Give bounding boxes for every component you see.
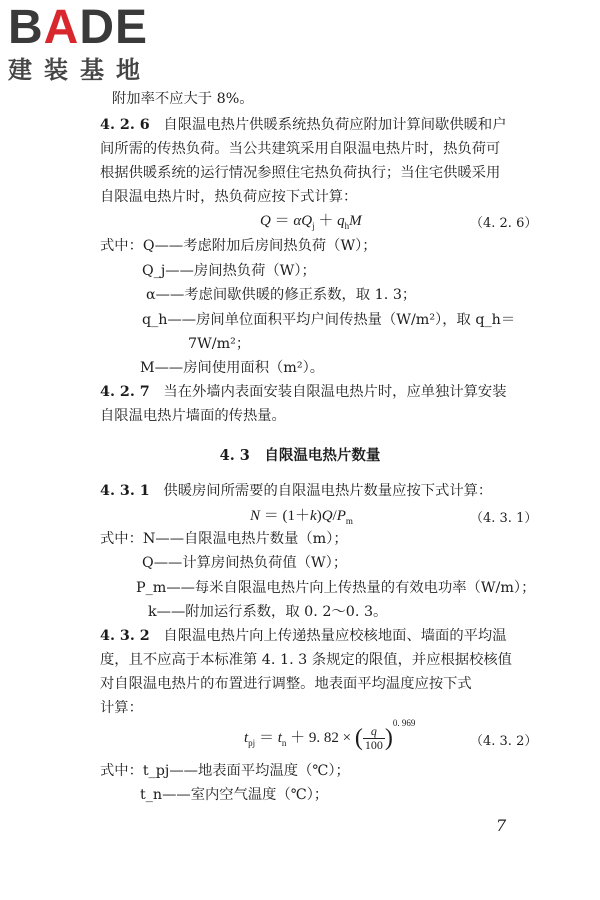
eq-symbol: Q <box>301 213 313 229</box>
logo-letter: B <box>8 1 44 54</box>
text-line: 自限温电热片供暖系统热负荷应附加计算间歇供暖和户 <box>163 117 507 133</box>
equation-number: （4. 2. 6） <box>470 216 538 231</box>
fraction-numerator: q <box>363 725 385 739</box>
eq-operator: ＝ <box>263 508 279 524</box>
eq-symbol: P <box>336 508 346 524</box>
brand-logo-cn: 建装基地 <box>8 56 152 84</box>
eq-operator: ＝ <box>258 730 274 746</box>
definition-line: 式中：N——自限温电热片数量（m）； <box>100 531 348 547</box>
eq-fraction <box>363 725 385 752</box>
eq-symbol: k <box>310 508 317 524</box>
definition-line: Q——计算房间热负荷值（W）； <box>142 555 348 571</box>
definition-line: 式中：t_pj——地表面平均温度（℃）； <box>100 763 350 779</box>
text-line: 当在外墙内表面安装自限温电热片时，应单独计算安装 <box>163 384 507 400</box>
clause-4-2-6 <box>100 114 507 137</box>
equation-number: （4. 3. 1） <box>470 511 538 526</box>
equation-number: （4. 3. 2） <box>470 734 538 749</box>
clause-number: 4. 2. 7 <box>100 384 150 400</box>
definition-line: 式中：Q——考虑附加后房间热负荷（W）； <box>100 238 377 254</box>
section-heading: 4. 3 自限温电热片数量 <box>219 447 381 464</box>
eq-operator: (1＋ <box>282 508 311 524</box>
clause-number: 4. 2. 6 <box>100 117 150 133</box>
definition-line: 7W/m²； <box>188 336 251 352</box>
text-line: 自限温电热片墙面的传热量。 <box>100 408 286 424</box>
clause-number: 4. 3. 2 <box>100 628 150 644</box>
eq-symbol: α <box>293 213 302 229</box>
text-line: 计算： <box>100 700 143 716</box>
definition-line: q_h——房间单位面积平均户间传热量（W/m²），取 q_h＝ <box>142 312 516 328</box>
definition-line: M——房间使用面积（m²）。 <box>140 360 325 376</box>
text-line: 度，且不应高于本标准第 4. 1. 3 条规定的限值，并应根据校核值 <box>100 652 512 668</box>
eq-symbol: Q <box>260 213 271 229</box>
eq-subscript: h <box>344 221 350 231</box>
eq-exponent: 0. 969 <box>392 718 416 728</box>
eq-subscript: m <box>345 516 353 526</box>
brand-logo <box>8 2 148 54</box>
definition-line: α——考虑间歇供暖的修正系数，取 1. 3； <box>146 287 417 303</box>
text-line: 对自限温电热片的布置进行调整。地表面平均温度应按下式 <box>100 676 472 692</box>
eq-operator: ＝ <box>274 213 290 229</box>
definition-line: t_n——室内空气温度（℃）； <box>140 787 329 803</box>
definition-line: k——附加运行系数，取 0. 2～0. 3。 <box>148 604 388 620</box>
fraction-denominator: 100 <box>364 738 383 753</box>
eq-paren: ( <box>354 725 363 752</box>
logo-letter: DE <box>79 1 149 54</box>
clause-4-3-1 <box>100 480 492 503</box>
eq-symbol: N <box>250 508 261 524</box>
eq-subscript: n <box>281 738 287 748</box>
eq-operator: / <box>332 508 337 524</box>
definition-line: P_m——每米自限温电热片向上传热量的有效电功率（W/m）； <box>136 580 536 596</box>
eq-symbol: Q <box>321 508 333 524</box>
text-line: 自限温电热片时，热负荷应按下式计算： <box>100 189 358 205</box>
equation-4-3-2 <box>244 718 415 752</box>
text-line: 自限温电热片向上传递热量应校核地面、墙面的平均温 <box>163 628 507 644</box>
eq-paren: ) <box>384 725 393 752</box>
equation-4-3-1 <box>250 504 353 526</box>
eq-symbol: t <box>277 730 282 746</box>
eq-operator: ) <box>316 508 322 524</box>
eq-symbol: t <box>244 730 249 746</box>
clause-4-3-2 <box>100 625 507 648</box>
eq-subscript: j <box>312 221 315 231</box>
clause-number: 4. 3. 1 <box>100 483 150 499</box>
text-line: 附加率不应大于 8%。 <box>112 91 254 107</box>
clause-4-2-7 <box>100 381 507 404</box>
text-line: 根据供暖系统的运行情况参照住宅热负荷执行；当住宅供暖采用 <box>100 165 501 181</box>
logo-letter-accent: A <box>43 1 80 54</box>
definition-line: Q_j——房间热负荷（W）； <box>142 263 316 279</box>
eq-symbol: M <box>349 213 362 229</box>
equation-4-2-6 <box>260 209 362 231</box>
eq-subscript: pj <box>248 738 256 748</box>
eq-operator: ＋ <box>318 213 334 229</box>
eq-symbol: q <box>337 213 345 229</box>
eq-operator: ＋ 9. 82 × <box>290 730 352 746</box>
text-line: 间所需的传热负荷。当公共建筑采用自限温电热片时，热负荷可 <box>100 141 501 157</box>
text-line: 供暖房间所需要的自限温电热片数量应按下式计算： <box>163 483 493 499</box>
page-number: 7 <box>496 816 507 835</box>
